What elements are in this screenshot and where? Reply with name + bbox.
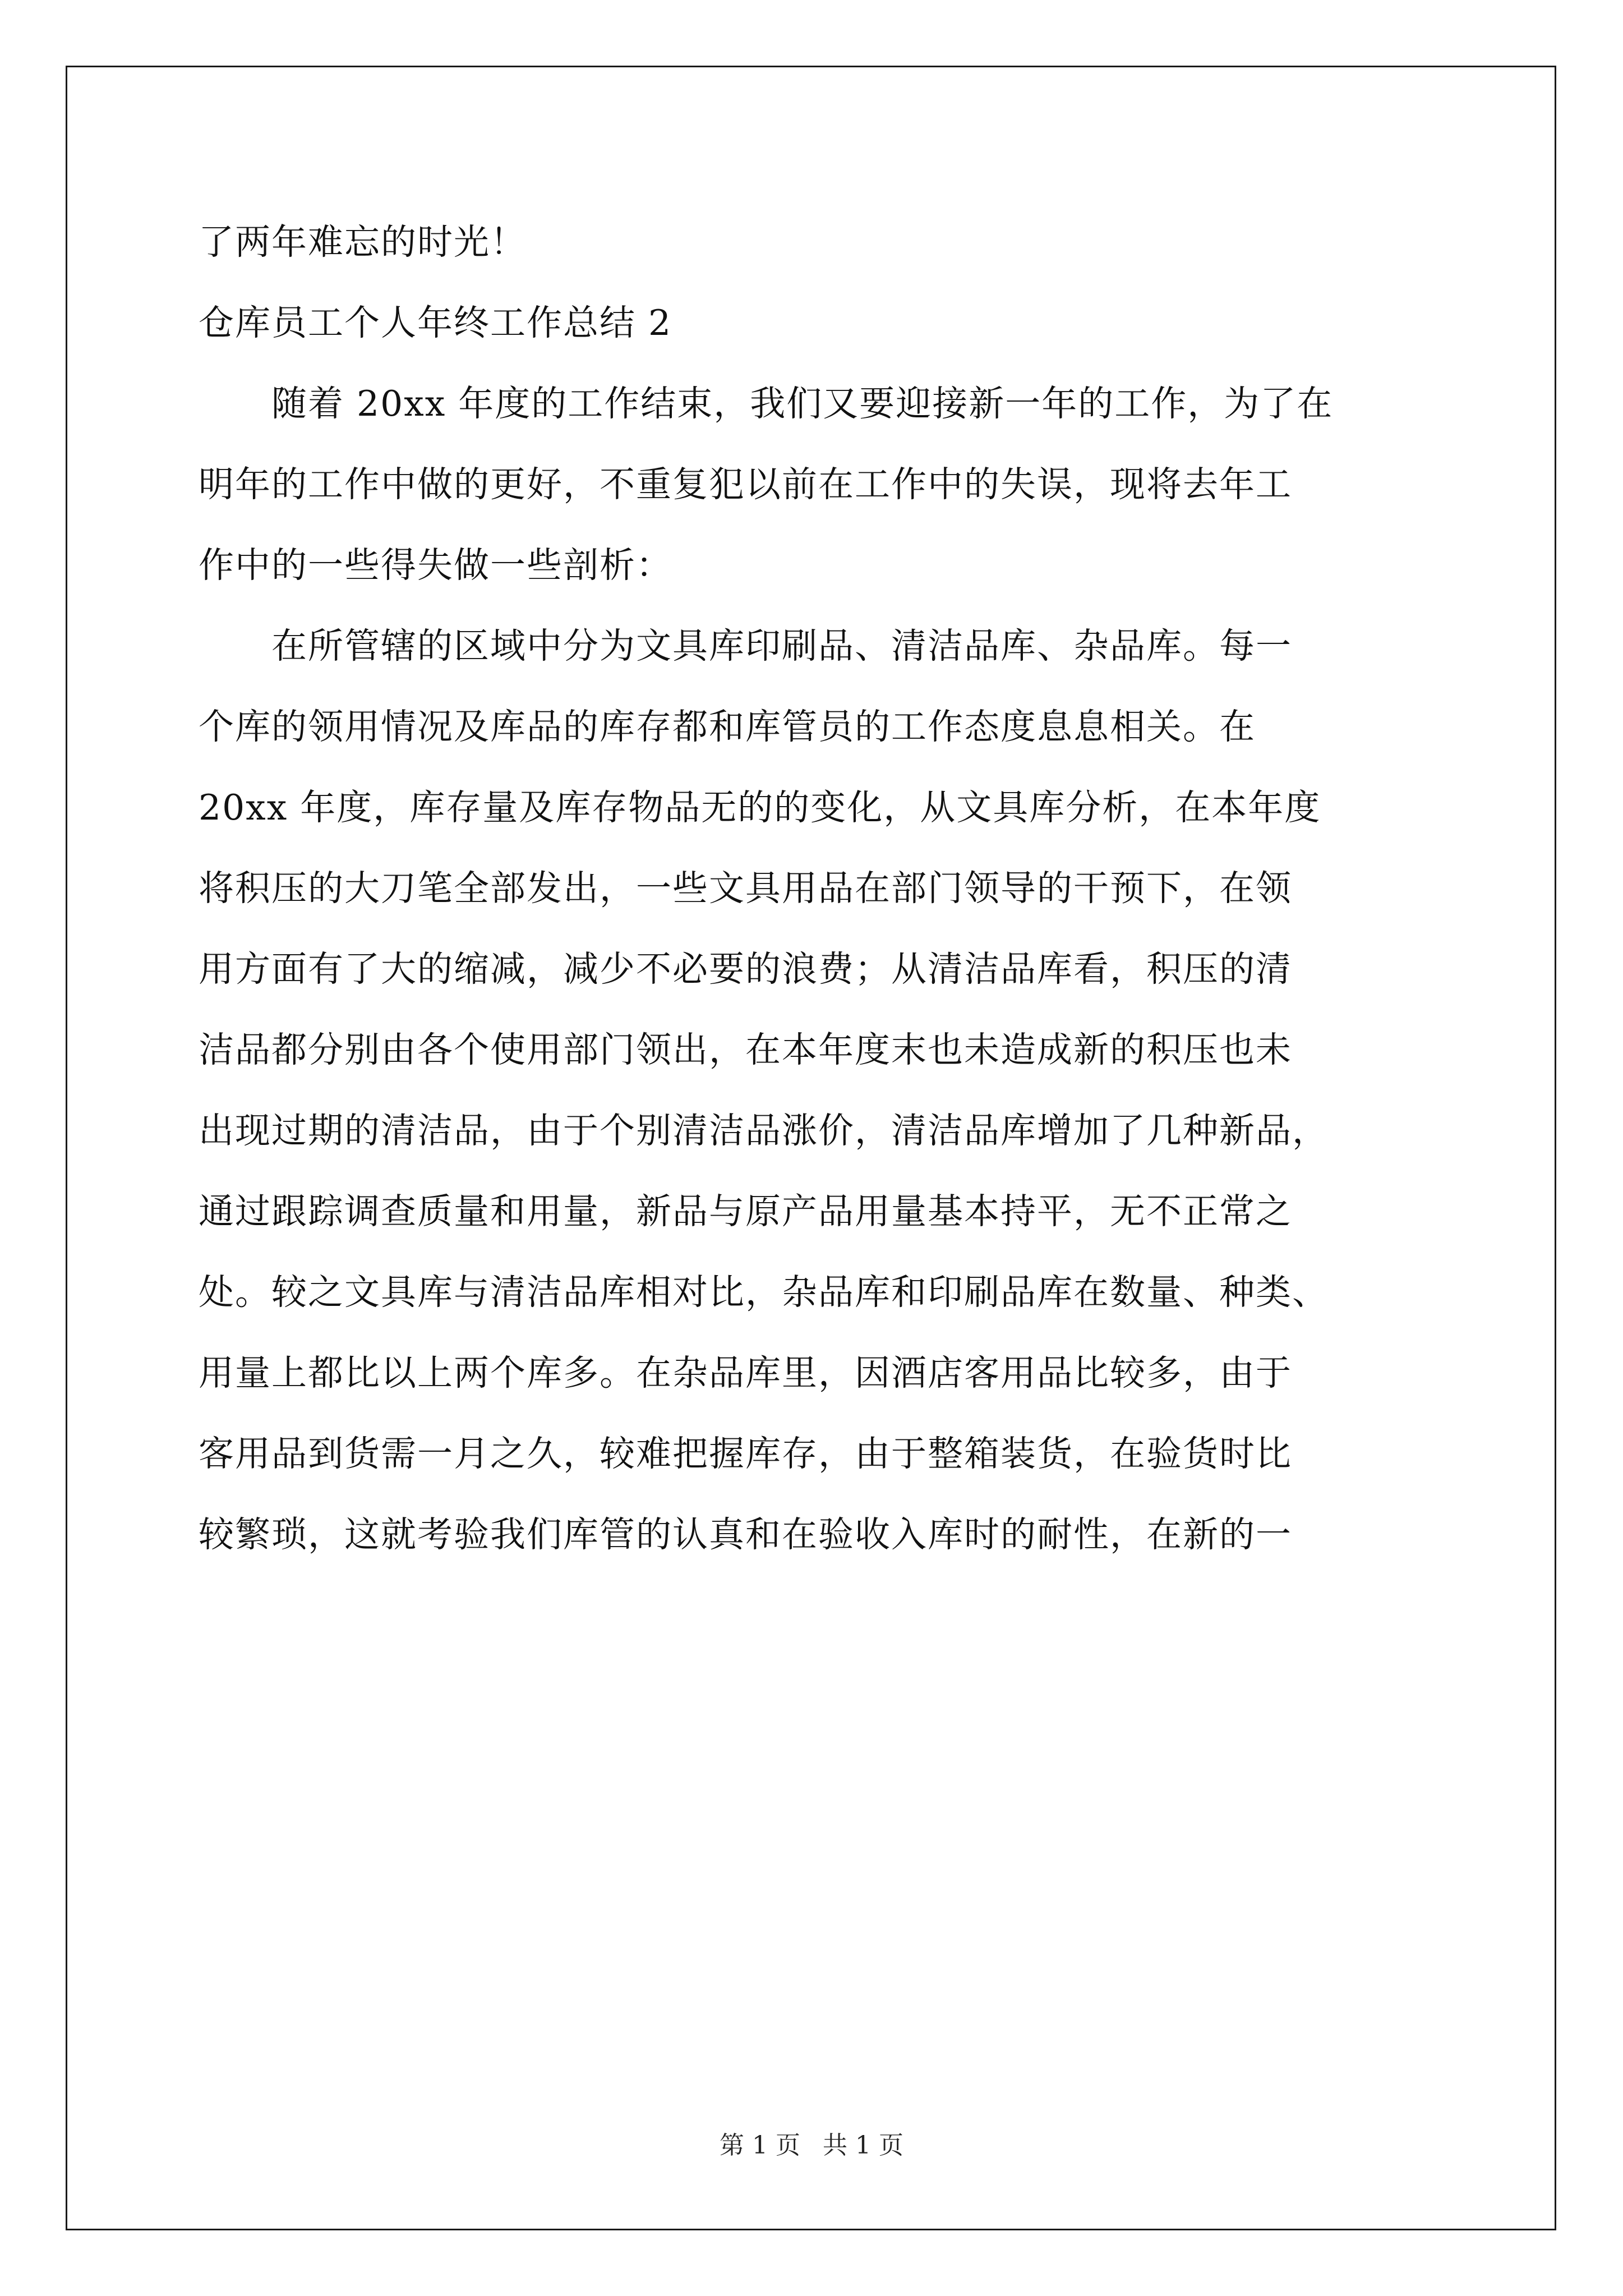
- text-line: 明年的工作中做的更好，不重复犯以前在工作中的失误，现将去年工: [199, 464, 1292, 505]
- page-number: 第 1 页: [720, 2131, 800, 2160]
- text-line: 洁品都分别由各个使用部门领出，在本年度末也未造成新的积压也未: [199, 1029, 1292, 1070]
- text-line: 用方面有了大的缩减，减少不必要的浪费；从清洁品库看，积压的清: [199, 949, 1292, 990]
- text-line: 个库的领用情况及库品的库存都和库管员的工作态度息息相关。在: [199, 706, 1256, 747]
- text-line: 随着 20xx 年度的工作结束，我们又要迎接新一年的工作，为了在: [199, 383, 1334, 424]
- text-line: 了两年难忘的时光！: [199, 222, 527, 263]
- text-line: 将积压的大刀笔全部发出，一些文具用品在部门领导的干预下，在领: [199, 868, 1292, 909]
- text-line: 较繁琐，这就考验我们库管的认真和在验收入库时的耐性，在新的一: [199, 1514, 1292, 1555]
- page-total: 共 1 页: [823, 2131, 903, 2160]
- text-line: 20xx 年度，库存量及库存物品无的的变化，从文具库分析，在本年度: [199, 787, 1321, 828]
- section-title: 仓库员工个人年终工作总结 2: [199, 302, 672, 343]
- text-line: 在所管辖的区域中分为文具库印刷品、清洁品库、杂品库。每一: [199, 625, 1292, 666]
- document-body: [199, 202, 1421, 1575]
- page-footer: [0, 2129, 1623, 2162]
- text-line: 出现过期的清洁品，由于个别清洁品涨价，清洁品库增加了几种新品，: [199, 1110, 1329, 1151]
- text-line: 客用品到货需一月之久，较难把握库存，由于整箱装货，在验货时比: [199, 1433, 1292, 1474]
- text-line: 作中的一些得失做一些剖析：: [199, 545, 672, 586]
- text-line: 通过跟踪调查质量和用量，新品与原产品用量基本持平，无不正常之: [199, 1191, 1292, 1232]
- text-line: 用量上都比以上两个库多。在杂品库里，因酒店客用品比较多，由于: [199, 1352, 1292, 1393]
- text-line: 处。较之文具库与清洁品库相对比，杂品库和印刷品库在数量、种类、: [199, 1272, 1329, 1313]
